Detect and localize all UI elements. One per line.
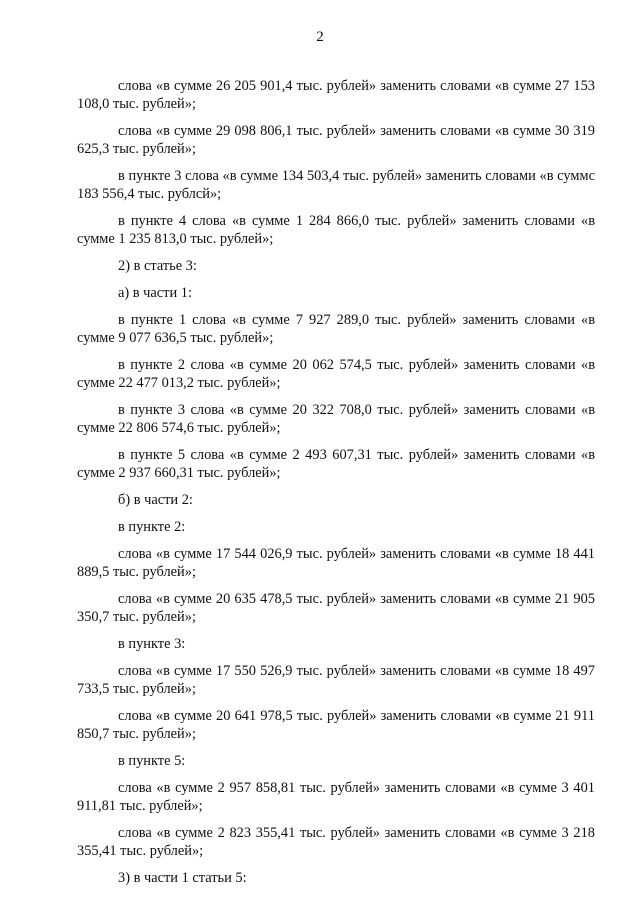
paragraph: в пункте 5 слова «в сумме 2 493 607,31 тыс. рублей» заменить словами «в сумме 2 937 660,31 тыс. рублей»; xyxy=(77,447,595,481)
paragraph: 3) в части 1 статьи 5: xyxy=(118,870,247,886)
paragraph: слова «в сумме 2 957 858,81 тыс. рублей» заменить словами «в сумме 3 401 911,81 тыс. рублей»; xyxy=(77,780,595,814)
paragraph: слова «в сумме 20 641 978,5 тыс. рублей» заменить словами «в сумме 21 911 850,7 тыс. рублей»; xyxy=(77,708,595,742)
paragraph: в пункте 3: xyxy=(118,636,186,652)
paragraph: в пункте 2 слова «в сумме 20 062 574,5 тыс. рублей» заменить словами «в сумме 22 477 013,2 тыс. рублей»; xyxy=(77,357,595,391)
paragraph: слова «в сумме 20 635 478,5 тыс. рублей» заменить словами «в сумме 21 905 350,7 тыс. рублей»; xyxy=(77,591,595,625)
paragraph: в пункте 3 слова «в сумме 134 503,4 тыс. рублей» заменить словами «в суммс 183 556,4 тыс. рублсй»; xyxy=(77,168,595,202)
paragraph: слова «в сумме 26 205 901,4 тыс. рублей» заменить словами «в сумме 27 153 108,0 тыс. рублей»; xyxy=(77,78,595,112)
paragraph: а) в части 1: xyxy=(118,285,192,301)
paragraph: в пункте 2: xyxy=(118,519,186,535)
paragraph: 2) в статье 3: xyxy=(118,258,197,274)
paragraph: в пункте 4 слова «в сумме 1 284 866,0 тыс. рублей» заменить словами «в сумме 1 235 813,0 тыс. рублей»; xyxy=(77,213,595,247)
document-body xyxy=(77,77,595,896)
paragraph: слова «в сумме 29 098 806,1 тыс. рублей» заменить словами «в сумме 30 319 625,3 тыс. рублей»; xyxy=(77,123,595,157)
paragraph: в пункте 1 слова «в сумме 7 927 289,0 тыс. рублей» заменить словами «в сумме 9 077 636,5 тыс. рублей»; xyxy=(77,312,595,346)
page-number: 2 xyxy=(316,29,324,45)
paragraph: б) в части 2: xyxy=(118,492,193,508)
paragraph: в пункте 5: xyxy=(118,753,186,769)
paragraph: слова «в сумме 17 550 526,9 тыс. рублей» заменить словами «в сумме 18 497 733,5 тыс. рублей»; xyxy=(77,663,595,697)
paragraph: в пункте 3 слова «в сумме 20 322 708,0 тыс. рублей» заменить словами «в сумме 22 806 574,6 тыс. рублей»; xyxy=(77,402,595,436)
paragraph: слова «в сумме 2 823 355,41 тыс. рублей» заменить словами «в сумме 3 218 355,41 тыс. рублей»; xyxy=(77,825,595,859)
paragraph: слова «в сумме 17 544 026,9 тыс. рублей» заменить словами «в сумме 18 441 889,5 тыс. рублей»; xyxy=(77,546,595,580)
